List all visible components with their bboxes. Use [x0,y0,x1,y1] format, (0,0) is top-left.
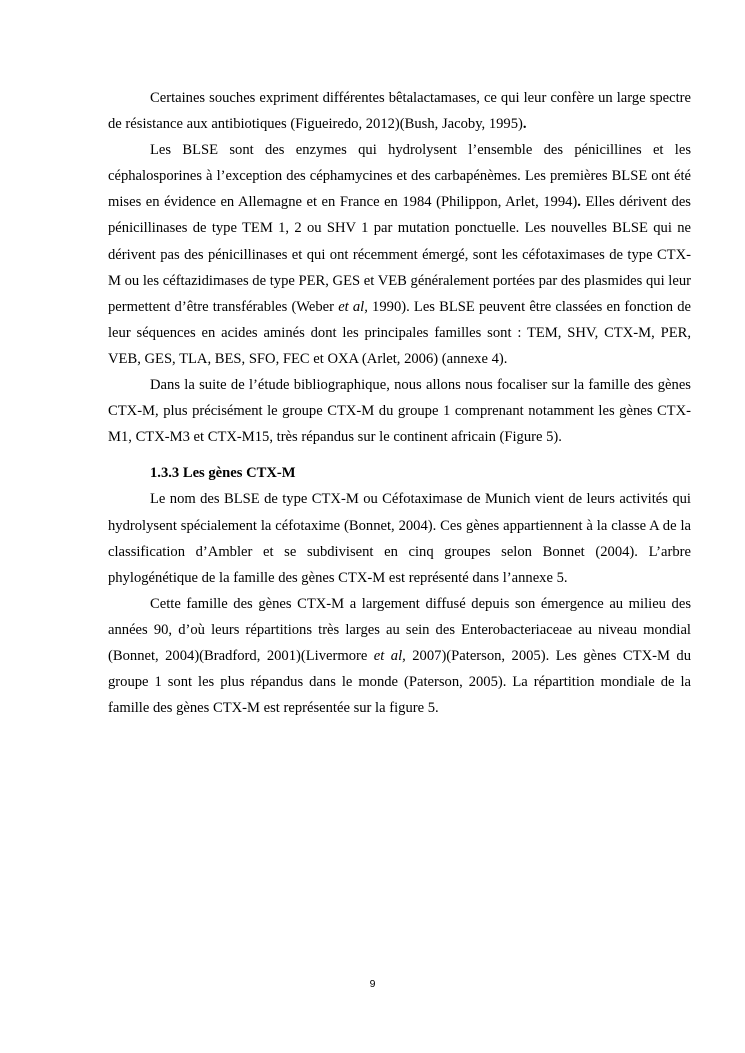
section-heading: 1.3.3 Les gènes CTX-M [150,465,296,482]
paragraph-text: 2007)(Paterson, 2005). Les gènes CTX-M du groupe 1 sont les plus répandus dans le monde (Paterson, 2005). La répartition mondiale de la famille des gènes CTX-M est représentée sur la figure 5. [108,647,691,717]
italic-et-al: et al, [373,647,406,664]
paragraph-ctx-m-origin [108,486,691,590]
paragraph-text: Dans la suite de l’étude bibliographique, nous allons nous focaliser sur la famille des gènes CTX-M, plus précisément le groupe CTX-M du groupe 1 comprenant notamment les gènes CTX-M1, CTX-M3 et CTX-M15, très répandus sur le continent africain (Figure 5). [108,377,691,446]
bold-period: . [577,194,581,211]
paragraph-text: Les BLSE sont des enzymes qui hydrolysent l’ensemble des pénicillines et les céphalosporines à l’exception des céphamycines et des carbapénèmes. Les premières BLSE ont été mises en évidence en Allemagne et en France en 1984 (Philippon, Arlet, 1994) [108,142,691,211]
paragraph-focus-ctx-m [108,372,691,450]
paragraph-ctx-m-diffusion [108,591,691,721]
paragraph-blse-definition [108,137,691,372]
paragraph-betalactamases [108,85,691,137]
paragraph-text: 1990). Les BLSE peuvent être classées en fonction de leur séquences en acides aminés dont les principales familles sont : TEM, SHV, CTX-M, PER, VEB, GES, TLA, BES, SFO, FEC et OXA (Arlet, 2006) (annexe 4). [108,298,691,367]
paragraph-end-period: . [522,116,527,133]
paragraph-text: Elles dérivent des pénicillinases de type TEM 1, 2 ou SHV 1 par mutation ponctuelle. Les nouvelles BLSE qui ne dérivent pas des pénicillinases et qui ont récemment émergé, sont les céfotaximases de type CTX-M ou les céftazidimases de type PER, GES et VEB généralement portées par des plasmides qui leur permettent d’être transférables (Weber [108,194,691,315]
paragraph-text: Le nom des BLSE de type CTX-M ou Céfotaximase de Munich vient de leurs activités qui hydrolysent spécialement la céfotaxime (Bonnet, 2004). Ces gènes appartiennent à la classe A de la classification d’Ambler et se subdivisent en cinq groupes selon Bonnet (2004). L’arbre phylogénétique de la famille des gènes CTX-M est représenté dans l’annexe 5. [108,491,691,586]
document-body [108,85,691,721]
paragraph-text: Cette famille des gènes CTX-M a largement diffusé depuis son émergence au milieu des années 90, d’où leurs répartitions très larges au sein des Enterobacteriaceae au niveau mondial (Bonnet, 2004)(Bradford, 2001)(Livermore [108,595,691,664]
italic-et-al: et al, [338,298,368,315]
page-number: 9 [369,978,376,990]
paragraph-text: Certaines souches expriment différentes bêtalactamases, ce qui leur confère un large spectre de résistance aux antibiotiques (Figueiredo, 2012)(Bush, Jacoby, 1995) [108,90,691,133]
